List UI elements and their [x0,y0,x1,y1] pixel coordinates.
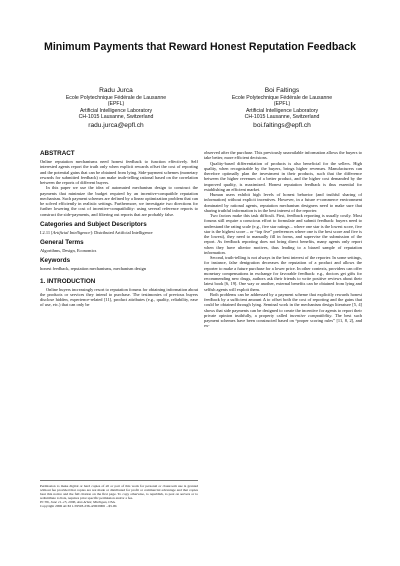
author-block-1 [36,86,196,130]
author-affiliation-abbrev: (EPFL) [273,101,291,108]
paper-title: Minimum Payments that Reward Honest Reputation Feedback [44,41,356,53]
author-city: CH-1015 Lausanne, Switzerland [78,113,154,120]
category-rest: ]: Distributed Artificial Intelligence [90,229,153,235]
author-email: boi.faltings@epfl.ch [253,122,311,130]
body-paragraph: Second, truth-telling is not always in the best interest of the reporter. In some settings, for instance, false denigration decreases the reputation of a product and allows the reporter to make a future purchase for a lower price. In other contexts, providers can offer monetary compensations in exchange for favorable feedback: e.g., doctors get gifts for recommending new drugs, authors ask their friends to write positive reviews about their latest book [6, 19]. One way or another, external benefits can be obtained from lying and selfish agents will exploit them. [204,255,362,292]
introduction-paragraph: Online buyers increasingly resort to reputation forums for obtaining information about the products or services they intend to purchase. The testimonies of previous buyers disclose hidden, experience-related [11], product attributes (e.g., quality, reliability, ease of use, etc.) that can only be [40,286,198,308]
introduction-heading: 1. INTRODUCTION [40,277,96,285]
author-email: radu.jurca@epfl.ch [88,122,144,130]
author-affiliation: Ecole Polytechnique Fédérale de Lausanne [231,95,333,101]
body-paragraph: Two factors make this task difficult. First, feedback reporting is usually costly. Most forums still require a conscious effort to formulate and submit feedback: buyers need to understand the rating scale (e.g., five star ratings – where one star is the lowest score, five star is the highest score – or “top five” preferences where one is the best score and five is the lowest), they need to manually fill in forms, and supervise the submission of the report. As feedback reporting does not bring direct benefits, many agents only report when they have ulterior motives, thus leading to a biased sample of reputation information. [204,213,362,255]
conference-line: EC'06, June 11–15, 2006, Ann Arbor, Michigan, USA. [40,500,116,505]
body-paragraph: observed after the purchase. This previously unavailable information allows the buyers to take better, more efficient decisions. [204,150,362,161]
abstract-heading: ABSTRACT [40,150,75,157]
permission-notice: Permission to make digital or hard copies of all or part of this work for personal or classroom use is granted without fee provided that copies are not made or distributed for profit or commercial advantage and that copies bear this notice and the full citation on the first page. To copy otherwise, to republish, to post on servers or to redistribute to lists, requires prior specific permission and/or a fee. [40,484,198,501]
author-city: CH-1015 Lausanne, Switzerland [244,113,320,120]
author-name: Radu Jurca [99,87,133,94]
keywords-heading: Keywords [40,257,71,265]
right-column [204,150,362,329]
author-lab: Artificial Intelligence Laboratory [79,107,153,114]
categories-heading: Categories and Subject Descriptors [40,220,147,228]
general-terms-heading: General Terms [40,239,84,246]
author-lab: Artificial Intelligence Laboratory [245,107,319,114]
left-column [40,150,198,308]
category-code: I.2.11 [ [40,229,53,235]
abstract-paragraph: In this paper we use the idea of automated mechanism design to construct the payments that minimize the budget required by an incentive-compatible reputation mechanism. Such payment schemes are defined by a linear optimization problem that can be solved efficiently in realistic settings. Furthermore, we investigate two directions for further lowering the cost of incentive-compatibility: using several reference reports to construct the side-payments, and filtering out reports that are probably false. [40,185,198,217]
emphasized-term: incentive compatibility [289,312,332,318]
copyright-footnote [40,480,198,509]
body-text: . The best such payment schemes have been constructed based on “proper scoring rules” [11, 8, 2], and ex- [204,312,362,329]
author-affiliation: Ecole Polytechnique Fédérale de Lausanne [65,95,167,101]
category-name: Artificial Intelligence [52,229,91,235]
keywords-text: honest feedback, reputation mechanisms, mechanism design [40,266,146,272]
body-paragraph: Quality-based differentiation of products is also beneficial for the sellers. High quality, when recognizable by the buyers, brings higher revenues. Manufacturers can therefore optimally plan the investment in their products, such that the difference between the higher revenues of a better product, and the higher cost demanded by the improved quality, is maximized. Honest reputation feedback is thus essential for establishing an efficient market. [204,160,362,192]
copyright-line: Copyright 2006 ACM 1-59593-236-4/06/0006 ...$5.00. [40,504,118,509]
body-text: Both problems can be addressed by a payment scheme that explicitly rewards honest feedback by a sufficient amount Δ to offset both the cost of reporting and the gains that could be obtained through lying. Seminal work in the mechanism design literature [5, 4] shows that side payments can be designed to create the incentive for agents to report their private opinion truthfully, a property called [204,291,362,318]
abstract-paragraph: Online reputation mechanisms need honest feedback to function effectively. Self interested agents report the truth only when explicit rewards offset the cost of reporting and the potential gains that can be obtained from lying. Side-payment schemes (monetary rewards for submitted feedback) can make truth-telling rational based on the correlation between the reports of different buyers. [40,159,198,185]
general-terms-text: Algorithms, Design, Economics [40,248,97,253]
author-block-2 [202,86,362,130]
author-affiliation-abbrev: (EPFL) [107,101,125,108]
body-paragraph [204,292,362,329]
categories-text [40,230,198,235]
author-name: Boi Faltings [264,87,300,94]
body-paragraph: Human users exhibit high levels of honest behavior (and truthful sharing of information) without explicit incentives. However, in a future e-commerce environment dominated by rational agents, reputation mechanism designers need to make sure that sharing truthful information is in the best interest of the reporter. [204,192,362,213]
